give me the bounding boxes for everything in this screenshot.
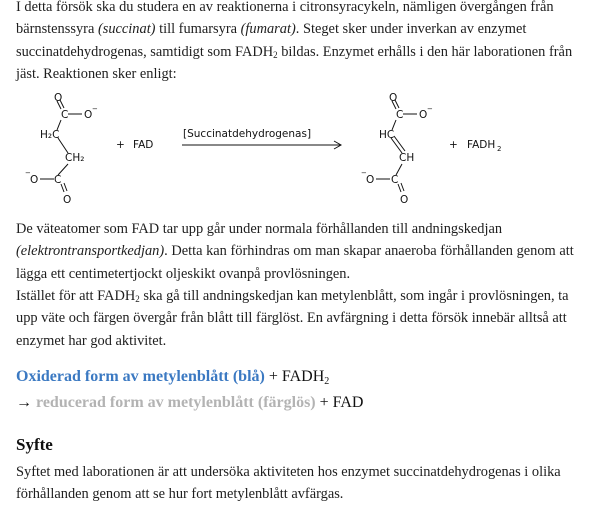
product-o-minus-bottom: O: [366, 174, 375, 187]
substrate-h2c: H₂C: [40, 129, 60, 142]
fadh2-label: FADH: [467, 139, 496, 152]
equation-line-1: [16, 364, 586, 390]
product-ch: CH: [399, 152, 415, 165]
fadh2-sub: 2: [497, 145, 502, 154]
intro-fadh2-sub: 2: [273, 49, 278, 60]
para3-text-1: Istället för att FADH: [16, 288, 136, 305]
metylenblatt-equation: [16, 364, 586, 416]
plus-sign-2: +: [449, 139, 458, 152]
substrate-o-minus-top: O: [84, 109, 93, 122]
substrate-ch2: CH₂: [65, 152, 85, 165]
equation-fadh2: + FADH: [264, 367, 325, 385]
syfte-paragraph: Syftet med laborationen är att undersöka aktiviteten hos enzymet succinatdehydrogenas i olika förhållanden genom att se hur fort metylenblått avfärgas.: [16, 463, 561, 503]
substrate-c-bottom: C: [54, 174, 62, 187]
product-o-minus-top: O: [419, 109, 428, 122]
intro-text-1: I detta försök ska du studera en av reaktionerna i citronsyracykeln, nämligen övergången från bärnstenssyra: [16, 0, 554, 38]
intro-fumarat: (fumarat): [240, 21, 296, 38]
substrate-c-top: C: [61, 109, 69, 122]
intro-text-3: till fumarsyra: [155, 21, 241, 38]
intro-succinat: (succinat): [97, 21, 156, 38]
oxidized-form-label: Oxiderad form av metylenblått (blå): [16, 367, 265, 385]
fad-label: FAD: [133, 139, 154, 152]
para3-fadh2-sub: 2: [135, 294, 140, 305]
syfte-heading: Syfte: [16, 434, 53, 454]
substrate-charge-top: −: [92, 105, 98, 114]
document-page: [16, 0, 586, 506]
para2-text-3: . Detta kan förhindras om man skapar anaeroba förhållanden genom att lägga ett centimetertjockt oljeskikt ovanpå provlösningen.: [16, 243, 574, 282]
product-hc: HC: [379, 129, 395, 142]
reaction-scheme: [16, 93, 586, 218]
para2-elektrontransportkedjan: (elektrontransportkedjan): [16, 243, 165, 260]
intro-text-6: bildas. Enzymet erhålls i den här laborationen från jäst. Reaktionen sker enligt:: [16, 43, 573, 82]
substrate-charge-bottom: −: [25, 169, 31, 178]
para2-text-1: De väteatomer som FAD tar upp går under normala förhållanden till andningskedjan: [16, 221, 503, 238]
reduced-form-label: reducerad form av metylenblått (färglös): [36, 393, 316, 411]
right-arrow-icon: →: [16, 393, 36, 411]
reaction-scheme-svg: [16, 93, 586, 218]
product-charge-bottom: −: [361, 169, 367, 178]
equation-line-2: [16, 390, 586, 416]
product-c-bottom: C: [391, 174, 399, 187]
product-charge-top: −: [427, 105, 433, 114]
substrate-o-minus-bottom: O: [30, 174, 39, 187]
equation-fadh2-sub: 2: [324, 375, 330, 387]
product-o-top: O: [389, 93, 398, 105]
intro-text-5: . Steget sker under inverkan av enzymet succinatdehydrogenas, samtidigt som FADH: [16, 21, 527, 60]
product-c-top: C: [396, 109, 404, 122]
plus-sign-1: +: [116, 139, 125, 152]
paragraph-andningskedjan: [16, 218, 586, 285]
product-o-bottom: O: [400, 194, 409, 207]
equation-fad: + FAD: [315, 393, 364, 411]
intro-paragraph: [16, 0, 586, 85]
para3-text-2: ska gå till andningskedjan kan metylenblått, som ingår i provlösningen, ta upp väte och färgen övergår från blått till färglöst. En avfärgning i detta försök innebär alltså att enzymet har god aktivitet.: [16, 288, 569, 349]
paragraph-metylenblatt: [16, 285, 586, 352]
substrate-o-top: O: [54, 93, 63, 105]
substrate-o-bottom: O: [63, 194, 72, 207]
enzyme-label: [Succinatdehydrogenas]: [183, 128, 312, 141]
